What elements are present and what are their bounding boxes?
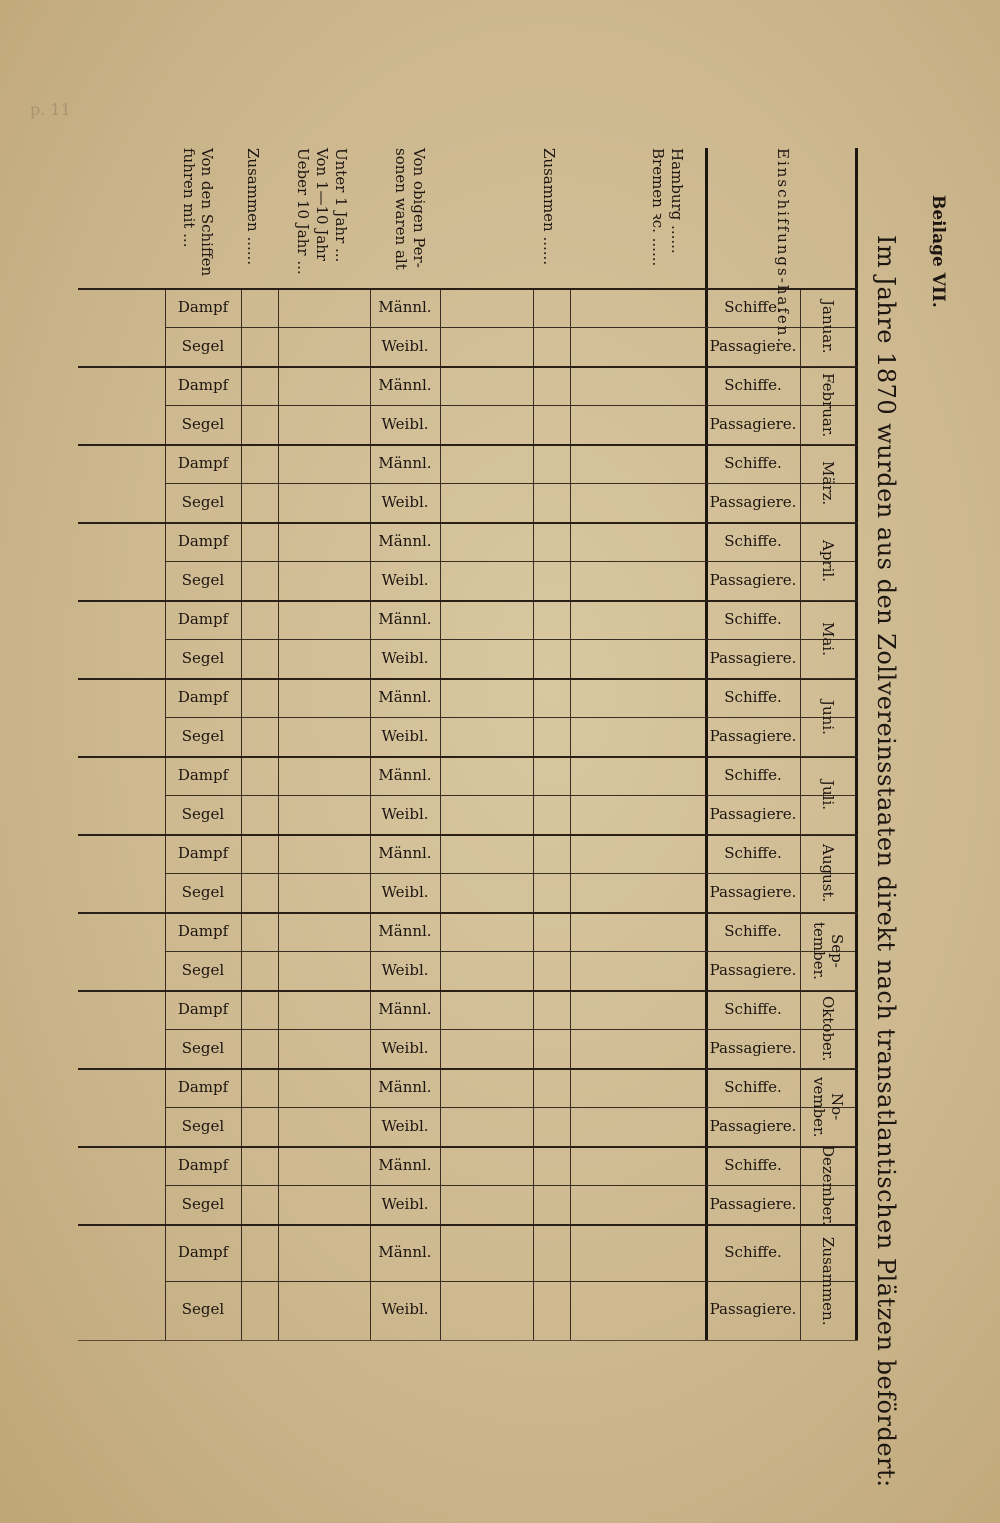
header-von-1-10: Von 1—10 Jahr [313,148,331,262]
passagiere-label: Passagiere. [709,882,797,901]
maennl-label: Männl. [378,453,432,472]
schiffe-label: Schiffe. [724,609,782,628]
weibl-label: Weibl. [381,1299,429,1318]
month-label: Sep-tember. [810,922,846,980]
month-label: März. [819,460,837,506]
weibl-label: Weibl. [381,804,429,823]
row-rule [78,678,858,680]
row-rule [78,600,858,602]
maennl-label: Männl. [378,297,432,316]
dampf-label: Dampf [177,375,229,394]
header-zusammen-2: Zusammen ...... [244,148,262,266]
month-rule [800,912,855,913]
weibl-label: Weibl. [381,960,429,979]
dampf-label: Dampf [177,531,229,550]
month-rule [800,1146,855,1147]
maennl-label: Männl. [378,687,432,706]
maennl-label: Männl. [378,609,432,628]
segel-label: Segel [181,492,225,511]
row-rule [165,1185,855,1186]
header-unter-1: Unter 1 Jahr ... [332,148,350,263]
month-label: Februar. [819,372,837,438]
weibl-label: Weibl. [381,648,429,667]
passagiere-label: Passagiere. [709,960,797,979]
month-rule [800,444,855,445]
maennl-label: Männl. [378,375,432,394]
weibl-label: Weibl. [381,414,429,433]
segel-label: Segel [181,414,225,433]
row-rule [165,639,855,640]
passagiere-label: Passagiere. [709,336,797,355]
passagiere-label: Passagiere. [709,804,797,823]
segel-label: Segel [181,804,225,823]
maennl-label: Männl. [378,1155,432,1174]
segel-label: Segel [181,570,225,589]
row-rule [78,1068,858,1070]
month-rule [800,522,855,523]
weibl-label: Weibl. [381,1038,429,1057]
passagiere-label: Passagiere. [709,726,797,745]
weibl-label: Weibl. [381,1116,429,1135]
passagiere-label: Passagiere. [709,1116,797,1135]
header-bremen: Bremen ꝛc. ...... [649,148,667,267]
row-rule [165,405,855,406]
passagiere-label: Passagiere. [709,1299,797,1318]
passagiere-label: Passagiere. [709,492,797,511]
maennl-label: Männl. [378,921,432,940]
month-label: Zusammen. [819,1236,837,1326]
header-rule [78,288,858,290]
row-rule [165,951,855,952]
row-rule [78,522,858,524]
schiffe-label: Schiffe. [724,375,782,394]
segel-label: Segel [181,726,225,745]
month-rule [800,756,855,757]
bottom-rule [78,1340,858,1341]
maennl-label: Männl. [378,1242,432,1261]
maennl-label: Männl. [378,1077,432,1096]
weibl-label: Weibl. [381,882,429,901]
segel-label: Segel [181,1194,225,1213]
header-ueber-10: Ueber 10 Jahr ... [294,148,312,275]
passagiere-label: Passagiere. [709,414,797,433]
maennl-label: Männl. [378,999,432,1018]
weibl-label: Weibl. [381,726,429,745]
dampf-label: Dampf [177,1077,229,1096]
row-rule [165,327,855,328]
row-rule [165,873,855,874]
dampf-label: Dampf [177,297,229,316]
schiffe-label: Schiffe. [724,999,782,1018]
beilage-label: Beilage VII. [928,195,948,308]
segel-label: Segel [181,336,225,355]
schiffe-label: Schiffe. [724,687,782,706]
month-label: Oktober. [819,996,837,1062]
header-hamburg: Hamburg ...... [668,148,686,254]
month-rule [800,600,855,601]
segel-label: Segel [181,882,225,901]
month-label: No-vember. [810,1076,846,1138]
month-rule [800,366,855,367]
column-rule [855,148,858,1340]
row-rule [78,756,858,758]
dampf-label: Dampf [177,1242,229,1261]
schiffe-label: Schiffe. [724,843,782,862]
header-zusammen-1: Zusammen ...... [540,148,558,266]
dampf-label: Dampf [177,453,229,472]
schiffe-label: Schiffe. [724,453,782,472]
month-label: Mai. [819,622,837,656]
month-rule [800,678,855,679]
schiffe-label: Schiffe. [724,921,782,940]
month-rule [800,834,855,835]
month-label: Juni. [819,699,837,735]
schiffe-label: Schiffe. [724,1242,782,1261]
schiffe-label: Schiffe. [724,297,782,316]
schiffe-label: Schiffe. [724,1155,782,1174]
maennl-label: Männl. [378,531,432,550]
passagiere-label: Passagiere. [709,1038,797,1057]
dampf-label: Dampf [177,687,229,706]
schiffe-label: Schiffe. [724,765,782,784]
row-rule [78,834,858,836]
table-title: Im Jahre 1870 wurden aus den Zollvereinsstaaten direkt nach transatlantischen Plätzen befördert: [872,235,900,1488]
dampf-label: Dampf [177,609,229,628]
segel-label: Segel [181,1038,225,1057]
row-rule [78,366,858,368]
passagiere-label: Passagiere. [709,570,797,589]
row-rule [78,1146,858,1148]
segel-label: Segel [181,1116,225,1135]
weibl-label: Weibl. [381,492,429,511]
segel-label: Segel [181,960,225,979]
row-rule [165,561,855,562]
header-einschiffung: Einschiffungs-hafen. [774,148,792,345]
maennl-label: Männl. [378,843,432,862]
row-rule [165,795,855,796]
month-rule [800,990,855,991]
dampf-label: Dampf [177,999,229,1018]
segel-label: Segel [181,648,225,667]
row-rule [78,912,858,914]
row-rule [165,1107,855,1108]
weibl-label: Weibl. [381,336,429,355]
month-label: April. [819,540,837,582]
schiffe-label: Schiffe. [724,1077,782,1096]
passagiere-label: Passagiere. [709,648,797,667]
row-rule [165,483,855,484]
weibl-label: Weibl. [381,1194,429,1213]
row-rule [78,1224,858,1226]
page-mark: p. 11 [30,100,71,119]
dampf-label: Dampf [177,765,229,784]
segel-label: Segel [181,1299,225,1318]
row-rule [165,717,855,718]
row-rule [165,1029,855,1030]
month-label: August. [819,843,837,903]
row-rule [78,990,858,992]
dampf-label: Dampf [177,921,229,940]
header-von-obigen: Von obigen Per-sonen waren alt [392,148,428,270]
month-rule [800,1068,855,1069]
passagiere-label: Passagiere. [709,1194,797,1213]
dampf-label: Dampf [177,843,229,862]
month-label: Januar. [819,300,837,354]
maennl-label: Männl. [378,765,432,784]
month-label: Dezember. [819,1144,837,1226]
schiffe-label: Schiffe. [724,531,782,550]
month-label: Juli. [819,779,837,811]
dampf-label: Dampf [177,1155,229,1174]
header-von-den-schiffen: Von den Schiffen fuhren mit ... [180,148,216,277]
row-rule [78,444,858,446]
row-rule [165,1281,855,1282]
weibl-label: Weibl. [381,570,429,589]
